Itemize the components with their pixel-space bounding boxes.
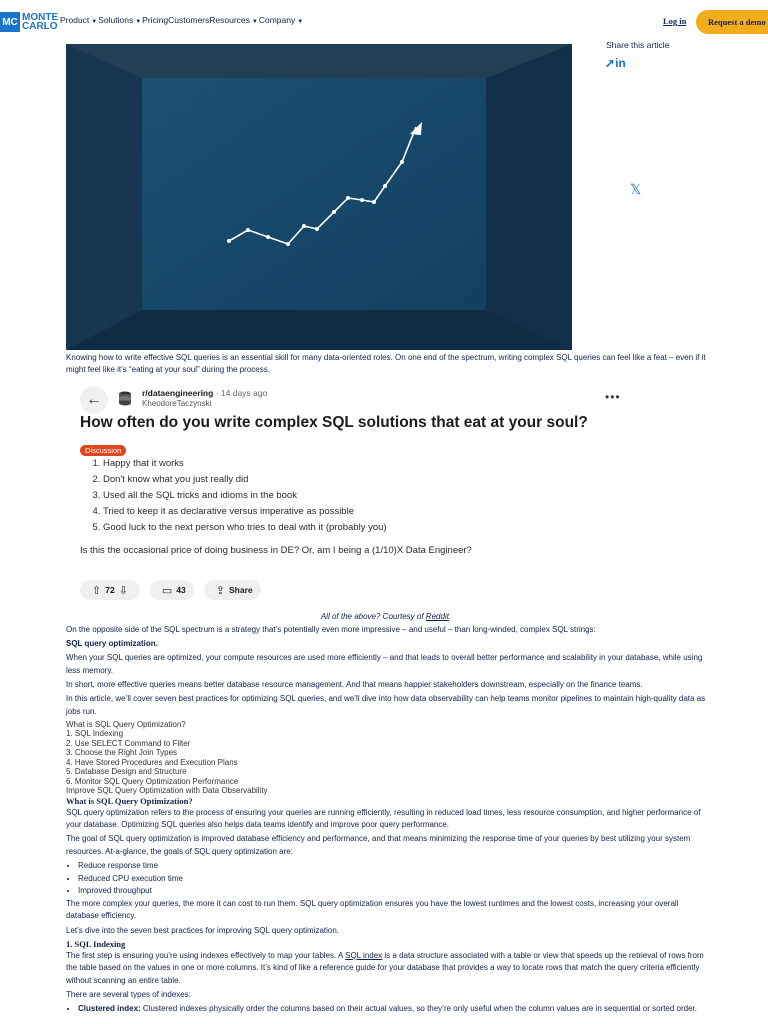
toc-item[interactable]: What is SQL Query Optimization?: [66, 719, 186, 729]
list-item: • Improved throughput: [78, 885, 706, 898]
share-label: Share this article: [606, 40, 670, 50]
share-arrow-icon[interactable]: ➚: [605, 56, 616, 70]
main-menu: [60, 15, 304, 25]
chevron-down-icon: ▼: [297, 19, 304, 25]
paragraph-text: is a data structure associated with a table or view that speeds up the retrieval of rows from the table based on the values in one or more columns. It’s kind of like a reference guide for your database that provides a way to locate rows that match the query criteria efficiently without scanning an entire table.: [66, 950, 704, 985]
section-heading: 1. SQL Indexing: [66, 938, 126, 949]
paragraph: In short, more effective queries means better database resource management. And that means happier stakeholders downstream, especially on the finance teams.: [66, 679, 643, 689]
login-link[interactable]: Log in: [663, 16, 687, 26]
paragraph: The goal of SQL query optimization is improved database efficiency and performance, and that means minimizing the response time of your queries by best utilizing your system resources. At-a-glance, the goals of SQL query optimization are:: [66, 834, 691, 856]
share-icons: [605, 56, 626, 70]
paragraph-text: The first step is ensuring you’re using indexes effectively to map your tables. A: [66, 950, 346, 960]
reddit-post-embed: [80, 382, 640, 602]
nav-item-resources[interactable]: Resources ▼: [209, 15, 258, 25]
post-title[interactable]: How often do you write complex SQL solutions that eat at your soul?: [80, 414, 588, 431]
x-twitter-icon[interactable]: 𝕏: [630, 181, 642, 197]
list-item: • Reduce response time: [78, 860, 706, 873]
list-item: 1. Happy that it works: [103, 456, 387, 472]
paragraph: On the opposite side of the SQL spectrum is a strategy that’s potentially even more impressive – and useful – than long-winded, complex SQL strings:: [66, 625, 596, 634]
post-actions: [80, 580, 271, 600]
hero-image: [66, 44, 572, 350]
toc-item[interactable]: 1. SQL Indexing: [66, 729, 124, 739]
nav-item-pricing[interactable]: Pricing: [142, 15, 169, 25]
logo-wordmark: [22, 13, 58, 31]
nav-item-customers[interactable]: Customers: [168, 15, 210, 25]
list-item: 5. Good luck to the next person who tries to deal with it (probably you): [103, 520, 387, 536]
hero-caption: Knowing how to write effective SQL queries is an essential skill for many data-oriented roles. On one end of the spectrum, writing complex SQL queries can feel like a feat – even if it might feel like it’s “eating at your soul” during the process.: [66, 353, 706, 374]
list-item: [78, 1003, 706, 1016]
database-icon: [116, 390, 134, 408]
downvote-icon[interactable]: ⇩: [118, 584, 128, 597]
share-upload-icon: ⇪: [215, 584, 225, 597]
monte-carlo-logo[interactable]: [0, 12, 58, 32]
request-demo-button[interactable]: Request a demo: [696, 10, 768, 34]
post-question: Is this the occasional price of doing business in DE? Or, am I being a (1/10)X Data Engineer?: [80, 545, 472, 556]
toc-item[interactable]: 4. Have Stored Procedures and Execution Plans: [66, 757, 238, 767]
comment-count: 43: [176, 585, 186, 595]
list-item: 4. Tried to keep it as declarative versus imperative as possible: [103, 504, 387, 520]
caption-text: All of the above? Courtesy of: [320, 612, 426, 621]
list-item: 3. Used all the SQL tricks and idioms in the book: [103, 488, 387, 504]
chevron-down-icon: ▼: [135, 19, 142, 25]
subreddit-name[interactable]: r/dataengineering: [142, 388, 214, 398]
toc-item[interactable]: 5. Database Design and Structure: [66, 767, 187, 777]
toc-item[interactable]: 3. Choose the Right Join Types: [66, 748, 178, 758]
discussion-flair: Discussion: [80, 445, 126, 456]
post-age: · 14 days ago: [215, 388, 268, 398]
nav-item-company[interactable]: Company ▼: [258, 15, 304, 25]
table-of-contents: [66, 720, 706, 796]
logo-line-2: CARLO: [22, 21, 58, 32]
goals-list: [66, 860, 706, 898]
paragraph: The more complex your queries, the more it can cost to run them. SQL query optimization ensures you have the lowest runtimes and the lowest costs, increasing your overall database efficiency.: [66, 898, 679, 921]
paragraph-bold: SQL query optimization.: [66, 639, 158, 649]
vote-pill: [80, 580, 140, 600]
linkedin-icon[interactable]: in: [615, 56, 626, 70]
logo-badge: MC: [0, 12, 20, 32]
article-body: [66, 624, 706, 1016]
share-button-label: Share: [229, 585, 253, 595]
logo-line-1: MONTE: [22, 12, 59, 23]
comment-icon: ▭: [161, 584, 173, 597]
list-item: 2. Don't know what you just really did: [103, 472, 387, 488]
comments-button[interactable]: [150, 580, 194, 600]
paragraph: In this article, we’ll cover seven best practices for optimizing SQL queries, and we’ll dive into how data observability can help teams monitor pipelines to maintain high-quality data as jobs run.: [66, 693, 706, 716]
upvote-icon[interactable]: ⇧: [92, 584, 102, 597]
chevron-down-icon: ▼: [91, 19, 98, 25]
post-author[interactable]: KheodoreTaczynski: [142, 399, 212, 408]
more-options-icon[interactable]: •••: [605, 390, 621, 404]
embed-caption: [66, 612, 706, 621]
nav-item-product[interactable]: Product ▼: [60, 15, 98, 25]
list-item: • Reduced CPU execution time: [78, 873, 706, 886]
share-button[interactable]: [204, 580, 261, 600]
upvote-count: 72: [105, 585, 115, 595]
top-nav: [0, 0, 768, 44]
toc-item[interactable]: Improve SQL Query Optimization with Data Observability: [66, 786, 268, 796]
paragraph: There are several types of indexes:: [66, 989, 191, 999]
nav-item-solutions[interactable]: Solutions ▼: [98, 15, 142, 25]
paragraph: [66, 950, 706, 988]
paragraph: SQL query optimization refers to the process of ensuring your queries are running efficiently, resulting in reduced load times, less resource consumption, and higher performance of your database. Optimizing SQL queries also helps data teams identify and improve poor query performance.: [66, 807, 701, 830]
sql-index-link[interactable]: SQL index: [345, 950, 383, 960]
toc-item[interactable]: 6. Monitor SQL Query Optimization Performance: [66, 776, 239, 786]
reddit-link[interactable]: Reddit: [425, 612, 449, 621]
paragraph: When your SQL queries are optimized, your compute resources are used more efficiently – and that leads to overall better performance and scalability in your database, while using less memory.: [66, 653, 703, 675]
index-types-list: [66, 1003, 706, 1016]
chevron-down-icon: ▼: [251, 19, 258, 25]
section-heading: What is SQL Query Optimization?: [66, 795, 193, 806]
back-arrow-icon[interactable]: ←: [80, 386, 108, 414]
term: Clustered index:: [78, 1003, 141, 1013]
paragraph: Let’s dive into the seven best practices for improving SQL query optimization.: [66, 925, 340, 935]
toc-item[interactable]: 2. Use SELECT Command to Filter: [66, 738, 191, 748]
post-list: [91, 456, 387, 536]
subreddit-line: [142, 388, 267, 398]
definition: Clustered indexes physically order the columns based on their actual values, so they’re only useful when the column values are in sequential or sorted order.: [140, 1003, 697, 1013]
caption-end: .: [448, 612, 452, 621]
